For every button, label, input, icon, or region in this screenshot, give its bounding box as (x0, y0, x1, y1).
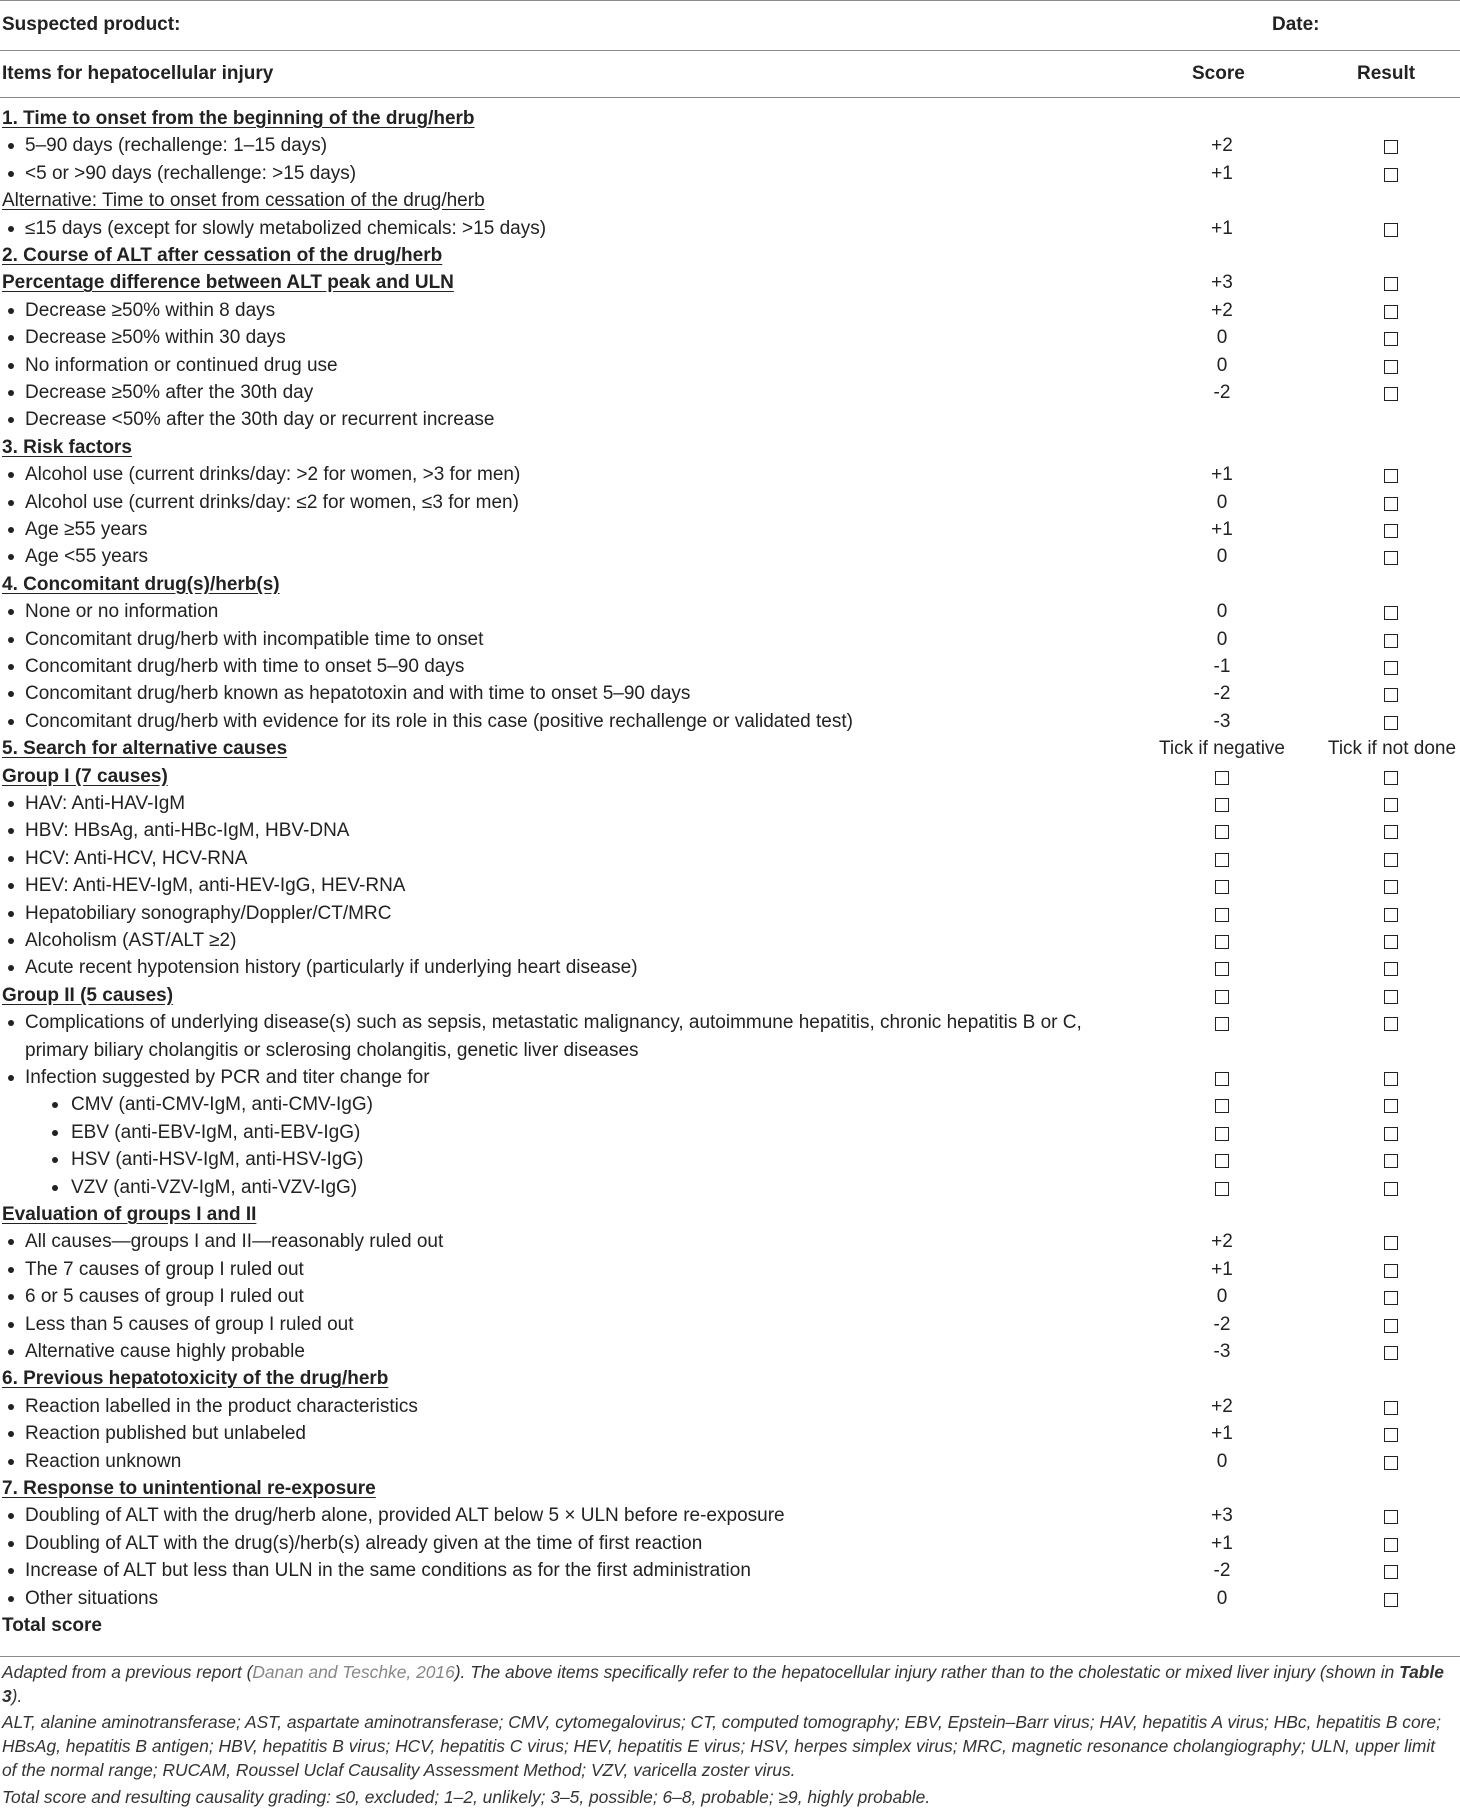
bullet-icon (8, 1513, 14, 1519)
criterion-text: Concomitant drug/herb known as hepatotoxin and with time to onset 5–90 days (25, 683, 691, 705)
section-heading-row (0, 1365, 1460, 1392)
criterion-text: Age <55 years (25, 546, 149, 568)
footnote-adapted (2, 1660, 1452, 1708)
suspected-product-label: Suspected product: (2, 14, 181, 35)
criterion-row (0, 653, 1460, 680)
criterion-row (0, 516, 1460, 543)
criterion-text: Alcohol use (current drinks/day: ≤2 for women, ≤3 for men) (25, 491, 519, 513)
bullet-icon (8, 691, 14, 697)
result-checkbox[interactable] (1384, 1428, 1398, 1442)
criterion-text: HCV: Anti-HCV, HCV-RNA (25, 847, 248, 869)
score-value: -3 (1213, 710, 1231, 732)
bullet-icon (8, 171, 14, 177)
bullet-icon (8, 363, 14, 369)
score-value: +1 (1211, 1532, 1233, 1554)
criterion-row (0, 379, 1460, 406)
tick-if-negative-checkbox[interactable] (1215, 1099, 1229, 1113)
bullet-icon (8, 143, 14, 149)
tick-if-not-done-checkbox[interactable] (1384, 798, 1398, 812)
criterion-text: Reaction labelled in the product characteristics (25, 1395, 418, 1417)
score-value: +1 (1211, 464, 1233, 486)
criterion-row (0, 1393, 1460, 1420)
score-value: +2 (1211, 299, 1233, 321)
section-heading-row (0, 571, 1460, 598)
result-checkbox[interactable] (1384, 223, 1398, 237)
tick-if-negative-checkbox[interactable] (1215, 1182, 1229, 1196)
score-value: +3 (1211, 1505, 1233, 1527)
bullet-icon (8, 308, 14, 314)
tick-if-negative-checkbox[interactable] (1215, 1017, 1229, 1031)
tick-if-negative-checkbox[interactable] (1215, 1127, 1229, 1141)
criterion-text: 5–90 days (rechallenge: 1–15 days) (25, 135, 328, 157)
bullet-icon (8, 883, 14, 889)
criterion-row (0, 1585, 1460, 1612)
bullet-icon (8, 335, 14, 341)
criterion-row (0, 900, 1460, 927)
footnote-abbreviations: ALT, alanine aminotransferase; AST, aspartate aminotransferase; CMV, cytomegalovirus; CT, computed tomography; EBV, Epstein–Barr virus; HAV, hepatitis A virus; HBc, hepatitis B core; HBsAg, hepatitis B antigen; HBV, hepatitis B virus; HCV, hepatitis C virus; HEV, hepatitis E virus; HSV, herpes simplex virus; MRC, magnetic resonance cholangiography; ULN, upper limit of the normal range; RUCAM, Roussel Uclaf Causality Assessment Method; VZV, varicella zoster virus. (2, 1712, 1441, 1780)
result-checkbox[interactable] (1384, 1264, 1398, 1278)
criterion-row (0, 461, 1460, 488)
items-column-header: Items for hepatocellular injury (2, 63, 274, 84)
score-value: -1 (1213, 656, 1231, 677)
bullet-icon (8, 554, 14, 560)
tick-if-not-done-checkbox[interactable] (1384, 990, 1398, 1004)
criterion-text: Acute recent hypotension history (particularly if underlying heart disease) (25, 957, 638, 979)
total-score-row (0, 1612, 1460, 1639)
criterion-row (0, 1283, 1460, 1310)
criterion-text: Alternative: Time to onset from cessation of the drug/herb (2, 190, 485, 212)
score-value: 0 (1216, 1587, 1228, 1609)
tick-if-not-done-checkbox[interactable] (1384, 1182, 1398, 1196)
criterion-row (0, 1502, 1460, 1529)
tick-if-not-done-checkbox[interactable] (1384, 962, 1398, 976)
criterion-text: Concomitant drug/herb with incompatible time to onset (25, 628, 484, 650)
bullet-icon (8, 856, 14, 862)
bullet-icon (8, 417, 14, 423)
criterion-text: 4. Concomitant drug(s)/herb(s) (2, 573, 280, 595)
score-value: +1 (1211, 1258, 1233, 1280)
footnote-grading: Total score and resulting causality grading: ≤0, excluded; 1–2, unlikely; 3–5, possible; 6–8, probable; ≥9, highly probable. (2, 1787, 931, 1807)
result-checkbox[interactable] (1384, 168, 1398, 182)
criterion-text: HAV: Anti-HAV-IgM (25, 793, 186, 814)
criterion-text: 2. Course of ALT after cessation of the drug/herb (2, 245, 443, 266)
criterion-row (0, 215, 1460, 242)
bullet-icon (8, 938, 14, 944)
tick-if-negative-checkbox[interactable] (1215, 880, 1229, 894)
bullet-icon (8, 911, 14, 917)
criterion-text: Alternative cause highly probable (25, 1341, 305, 1362)
section-heading-row (0, 763, 1460, 790)
criterion-text: HBV: HBsAg, anti-HBc-IgM, HBV-DNA (25, 820, 350, 842)
criterion-text: 6 or 5 causes of group I ruled out (25, 1286, 304, 1308)
footnote-text: ). (11, 1686, 23, 1706)
criterion-row (0, 297, 1460, 324)
top-rule (0, 0, 1460, 1)
criterion-text: Complications of underlying disease(s) such as sepsis, metastatic malignancy, autoimmune hepatitis, chronic hepatitis B or C, (25, 1012, 1082, 1034)
bullet-icon (8, 500, 14, 506)
criterion-text: EBV (anti-EBV-IgM, anti-EBV-IgG) (71, 1121, 361, 1143)
criterion-text: Reaction published but unlabeled (25, 1423, 306, 1445)
result-checkbox[interactable] (1384, 1565, 1398, 1579)
tick-if-negative-checkbox[interactable] (1215, 798, 1229, 812)
criterion-row (0, 324, 1460, 351)
score-value: -3 (1213, 1341, 1231, 1362)
result-checkbox[interactable] (1384, 688, 1398, 702)
criterion-text: Decrease <50% after the 30th day or recurrent increase (25, 409, 495, 431)
result-checkbox[interactable] (1384, 497, 1398, 511)
criterion-row (0, 1311, 1460, 1338)
criterion-row (0, 598, 1460, 625)
criterion-text: ≤15 days (except for slowly metabolized chemicals: >15 days) (25, 217, 547, 239)
criterion-text: The 7 causes of group I ruled out (25, 1258, 304, 1280)
criterion-row (0, 1420, 1460, 1447)
bullet-icon (8, 609, 14, 615)
criterion-text: 5. Search for alternative causes (2, 738, 288, 760)
result-checkbox[interactable] (1384, 387, 1398, 401)
criterion-text: Decrease ≥50% within 8 days (25, 299, 276, 321)
criterion-text: Increase of ALT but less than ULN in the same conditions as for the first administration (25, 1560, 751, 1582)
criterion-text: 6. Previous hepatotoxicity of the drug/herb (2, 1368, 389, 1390)
result-checkbox[interactable] (1384, 634, 1398, 648)
bullet-icon (8, 1541, 14, 1547)
score-value: 0 (1216, 601, 1228, 623)
criterion-row (0, 160, 1460, 187)
criterion-row (0, 1037, 1460, 1064)
result-checkbox[interactable] (1384, 524, 1398, 538)
tick-if-not-done-checkbox[interactable] (1384, 853, 1398, 867)
criterion-text: Percentage difference between ALT peak and ULN (2, 272, 454, 294)
tick-if-not-done-checkbox[interactable] (1384, 1127, 1398, 1141)
result-checkbox[interactable] (1384, 1401, 1398, 1415)
bullet-icon (8, 390, 14, 396)
score-value: 0 (1216, 628, 1228, 650)
score-value: 0 (1216, 1450, 1228, 1472)
criterion-row (0, 1174, 1460, 1201)
tick-if-negative-checkbox[interactable] (1215, 853, 1229, 867)
criterion-text: Hepatobiliary sonography/Doppler/CT/MRC (25, 902, 392, 924)
result-checkbox[interactable] (1384, 661, 1398, 675)
section-heading-row (0, 242, 1460, 269)
criterion-row (0, 817, 1460, 844)
criterion-text: No information or continued drug use (25, 354, 338, 376)
section-heading-row (0, 982, 1460, 1009)
criterion-row (0, 406, 1460, 433)
result-column-header: Result (1357, 63, 1416, 84)
criterion-row (0, 1064, 1460, 1091)
score-value: +2 (1211, 1395, 1233, 1417)
criterion-text: Total score (2, 1615, 102, 1636)
bullet-icon (52, 1130, 58, 1136)
header-rule (0, 50, 1460, 51)
footnote-text: Adapted from a previous report ( (2, 1662, 253, 1682)
table-reference-link[interactable]: Table 3 (2, 1662, 1444, 1706)
criterion-row (0, 1256, 1460, 1283)
criterion-text: Infection suggested by PCR and titer change for (25, 1067, 430, 1088)
bullet-icon (8, 1075, 14, 1081)
bullet-icon (8, 719, 14, 725)
score-value: 0 (1216, 1286, 1228, 1308)
tick-if-negative-checkbox[interactable] (1215, 825, 1229, 839)
bullet-icon (52, 1157, 58, 1163)
criterion-text: Other situations (25, 1587, 159, 1609)
criterion-text: VZV (anti-VZV-IgM, anti-VZV-IgG) (71, 1176, 358, 1198)
result-checkbox[interactable] (1384, 1456, 1398, 1470)
result-checkbox[interactable] (1384, 1346, 1398, 1360)
criterion-row (0, 626, 1460, 653)
score-value: +1 (1211, 217, 1233, 239)
criterion-row (0, 543, 1460, 570)
bullet-icon (8, 664, 14, 670)
score-value: -2 (1213, 382, 1231, 403)
result-checkbox[interactable] (1384, 1593, 1398, 1607)
result-checkbox[interactable] (1384, 360, 1398, 374)
section-heading-row (0, 735, 1460, 762)
tick-if-not-done-checkbox[interactable] (1384, 908, 1398, 922)
result-checkbox[interactable] (1384, 1291, 1398, 1305)
bullet-icon (8, 527, 14, 533)
result-checkbox[interactable] (1384, 140, 1398, 154)
criterion-text: Concomitant drug/herb with evidence for its role in this case (positive rechallenge or validated test) (25, 710, 853, 732)
criterion-row (0, 790, 1460, 817)
tick-if-negative-checkbox[interactable] (1215, 990, 1229, 1004)
bullet-icon (8, 965, 14, 971)
tick-if-not-done-checkbox[interactable] (1384, 880, 1398, 894)
criterion-text: Age ≥55 years (25, 519, 148, 540)
result-checkbox[interactable] (1384, 1538, 1398, 1552)
criterion-row (0, 187, 1460, 214)
column-header-rule (0, 97, 1460, 98)
criterion-text: Decrease ≥50% within 30 days (25, 327, 286, 349)
tick-if-not-done-checkbox[interactable] (1384, 825, 1398, 839)
result-checkbox[interactable] (1384, 551, 1398, 565)
score-value: +3 (1211, 272, 1233, 294)
tick-if-negative-checkbox[interactable] (1215, 1072, 1229, 1086)
tick-if-negative-checkbox[interactable] (1215, 771, 1229, 785)
bullet-icon (8, 1596, 14, 1602)
result-checkbox[interactable] (1384, 1319, 1398, 1333)
result-checkbox[interactable] (1384, 469, 1398, 483)
bullet-icon (8, 1322, 14, 1328)
tick-if-not-done-checkbox[interactable] (1384, 1072, 1398, 1086)
score-value: 0 (1216, 354, 1228, 376)
tick-if-negative-checkbox[interactable] (1215, 908, 1229, 922)
score-value: +1 (1211, 519, 1233, 540)
bullet-icon (8, 1267, 14, 1273)
criterion-row (0, 1119, 1460, 1146)
criterion-row (0, 1557, 1460, 1584)
table-bottom-rule (0, 1656, 1460, 1657)
section-heading-row (0, 269, 1460, 296)
bullet-icon (8, 226, 14, 232)
score-value: Tick if negative (1158, 738, 1285, 760)
criterion-text: <5 or >90 days (rechallenge: >15 days) (25, 162, 357, 184)
score-value: 0 (1216, 491, 1228, 513)
score-value: 0 (1216, 327, 1228, 349)
citation-link[interactable]: Danan and Teschke, 2016 (252, 1662, 455, 1682)
criterion-text: HSV (anti-HSV-IgM, anti-HSV-IgG) (71, 1149, 364, 1171)
criterion-text: Concomitant drug/herb with time to onset 5–90 days (25, 656, 465, 677)
section-heading-row (0, 1201, 1460, 1228)
criterion-text: 3. Risk factors (2, 436, 132, 458)
section-heading-row (0, 1475, 1460, 1502)
score-value: +2 (1211, 135, 1233, 157)
bullet-icon (8, 1020, 14, 1026)
criterion-row (0, 1228, 1460, 1255)
bullet-icon (8, 828, 14, 834)
section-heading-row (0, 105, 1460, 132)
criterion-row (0, 927, 1460, 954)
result-column-note: Tick if not done (1327, 738, 1457, 760)
bullet-icon (52, 1185, 58, 1191)
criterion-row (0, 1091, 1460, 1118)
criterion-row (0, 708, 1460, 735)
bullet-icon (8, 1349, 14, 1355)
criterion-text: Evaluation of groups I and II (2, 1204, 257, 1225)
criterion-row (0, 1146, 1460, 1173)
score-column-header: Score (1192, 63, 1245, 84)
tick-if-not-done-checkbox[interactable] (1384, 1154, 1398, 1168)
score-value: -2 (1213, 1313, 1231, 1335)
tick-if-negative-checkbox[interactable] (1215, 935, 1229, 949)
criterion-text: None or no information (25, 601, 219, 623)
criterion-row (0, 680, 1460, 707)
bullet-icon (8, 472, 14, 478)
bullet-icon (8, 1404, 14, 1410)
criterion-text: HEV: Anti-HEV-IgM, anti-HEV-IgG, HEV-RNA (25, 875, 406, 897)
criterion-row (0, 845, 1460, 872)
criterion-row (0, 132, 1460, 159)
result-checkbox[interactable] (1384, 1510, 1398, 1524)
score-value: +1 (1211, 162, 1233, 184)
tick-if-negative-checkbox[interactable] (1215, 962, 1229, 976)
bullet-icon (8, 1459, 14, 1465)
section-heading-row (0, 434, 1460, 461)
criterion-text: Group I (7 causes) (2, 765, 168, 787)
criterion-text: All causes—groups I and II—reasonably ruled out (25, 1231, 444, 1253)
score-value: +1 (1211, 1423, 1233, 1445)
bullet-icon (8, 801, 14, 807)
date-label: Date: (1272, 14, 1320, 35)
criterion-row (0, 352, 1460, 379)
bullet-icon (8, 1568, 14, 1574)
result-checkbox[interactable] (1384, 305, 1398, 319)
criterion-text: Alcoholism (AST/ALT ≥2) (25, 930, 237, 951)
score-value: 0 (1216, 546, 1228, 568)
bullet-icon (8, 1431, 14, 1437)
criterion-row (0, 954, 1460, 981)
criterion-row (0, 1530, 1460, 1557)
tick-if-not-done-checkbox[interactable] (1384, 935, 1398, 949)
criterion-text: Decrease ≥50% after the 30th day (25, 382, 314, 403)
criterion-text: Doubling of ALT with the drug(s)/herb(s) already given at the time of first reaction (25, 1532, 703, 1554)
result-checkbox[interactable] (1384, 1236, 1398, 1250)
criterion-text: Group II (5 causes) (2, 984, 174, 1006)
bullet-icon (8, 1239, 14, 1245)
criterion-text: Alcohol use (current drinks/day: >2 for women, >3 for men) (25, 464, 521, 486)
result-checkbox[interactable] (1384, 606, 1398, 620)
criterion-row (0, 1448, 1460, 1475)
result-checkbox[interactable] (1384, 332, 1398, 346)
bullet-icon (52, 1102, 58, 1108)
score-value: +2 (1211, 1231, 1233, 1253)
bullet-icon (8, 1294, 14, 1300)
criterion-text: Reaction unknown (25, 1450, 182, 1472)
tick-if-not-done-checkbox[interactable] (1384, 771, 1398, 785)
criterion-text: primary biliary cholangitis or sclerosing cholangitis, genetic liver diseases (25, 1039, 639, 1061)
tick-if-not-done-checkbox[interactable] (1384, 1017, 1398, 1031)
criterion-text: 7. Response to unintentional re-exposure (2, 1478, 376, 1499)
criterion-row (0, 489, 1460, 516)
bullet-icon (8, 637, 14, 643)
tick-if-negative-checkbox[interactable] (1215, 1154, 1229, 1168)
result-checkbox[interactable] (1384, 716, 1398, 730)
criterion-row (0, 1338, 1460, 1365)
score-value: -2 (1213, 1560, 1231, 1582)
criterion-text: 1. Time to onset from the beginning of the drug/herb (2, 108, 475, 129)
criterion-text: CMV (anti-CMV-IgM, anti-CMV-IgG) (71, 1094, 373, 1116)
footnote-text: ). The above items specifically refer to the hepatocellular injury rather than to the cholestatic or mixed liver injury (shown in (454, 1662, 1395, 1682)
criterion-text: Doubling of ALT with the drug/herb alone, provided ALT below 5 × ULN before re-exposure (25, 1505, 785, 1527)
criterion-text: Less than 5 causes of group I ruled out (25, 1313, 354, 1335)
score-value: -2 (1213, 683, 1231, 705)
result-checkbox[interactable] (1384, 277, 1398, 291)
criterion-row (0, 1009, 1460, 1036)
criterion-row (0, 872, 1460, 899)
tick-if-not-done-checkbox[interactable] (1384, 1099, 1398, 1113)
